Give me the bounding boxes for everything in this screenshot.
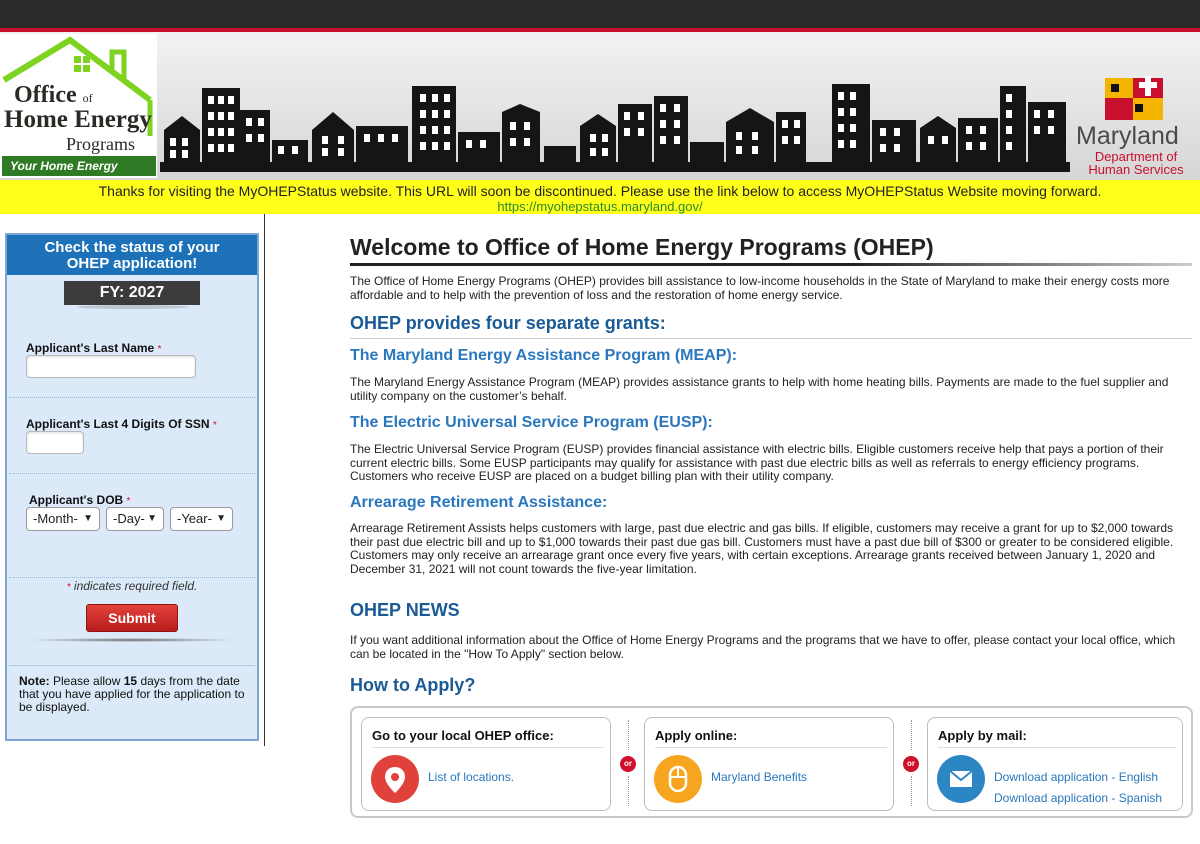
divider	[9, 665, 255, 666]
dotted-separator	[911, 776, 912, 806]
ohep-logo[interactable]	[0, 34, 157, 178]
fiscal-year-badge: FY: 2027	[64, 281, 200, 305]
maryland-flag-icon	[1099, 74, 1169, 120]
meap-heading: The Maryland Energy Assistance Program (MEAP):	[350, 347, 738, 364]
skyline-graphic	[160, 82, 1070, 172]
apply-online-title: Apply online:	[655, 728, 738, 743]
apply-heading: How to Apply?	[350, 675, 476, 695]
divider	[9, 473, 255, 474]
logo-line-1: Office of	[14, 82, 93, 108]
maryland-dhs-logo[interactable]	[1072, 70, 1200, 180]
card-rule	[938, 747, 1176, 748]
fy-shadow	[77, 305, 189, 309]
news-heading: OHEP NEWS	[350, 600, 460, 620]
mail-envelope-icon	[937, 755, 985, 803]
maryland-wordmark: Maryland	[1076, 122, 1179, 150]
meap-text: The Maryland Energy Assistance Program (MEAP) provides assistance grants to help with home heating bills. Payments are made to the fuel supplier and utility company on the customer’s behalf.	[350, 375, 1169, 403]
mouse-icon	[654, 755, 702, 803]
arrearage-text: Arrearage Retirement Assists helps customers with large, past due electric and gas bills. If eligible, customers may receive a grant for up to $2,000 towards their past due electric bill and up to $1,000 towards their past due gas bill. Customers must have a past due bill of $300 or greater to be considered eligible. Customers may only receive an arrearage grant once every five years, with certain exceptions. Arrearage grants received between January 1, 2020 and December 31, 2021 will not count towards the five-year limitation.	[350, 521, 1174, 576]
chevron-down-icon: ▼	[83, 513, 93, 524]
logo-line-3: Programs	[66, 134, 135, 154]
dob-day-select[interactable]: -Day- ▼	[106, 507, 164, 531]
submit-shadow	[27, 638, 237, 642]
title-rule	[350, 263, 1192, 266]
dotted-separator	[628, 776, 629, 806]
apply-mail-title: Apply by mail:	[938, 728, 1027, 743]
apply-mail-card	[927, 717, 1183, 811]
maryland-benefits-link[interactable]: Maryland Benefits	[711, 770, 808, 784]
download-spanish-link[interactable]: Download application - Spanish	[994, 791, 1163, 805]
chevron-down-icon: ▼	[216, 513, 226, 524]
form-heading: Check the status of your OHEP application!	[7, 235, 257, 275]
dotted-separator	[628, 720, 629, 750]
last-name-label: Applicant's Last Name *	[26, 341, 162, 355]
dob-year-select[interactable]: -Year- ▼	[170, 507, 233, 531]
divider	[9, 397, 255, 398]
logo-tagline: Your Home Energy	[2, 156, 156, 176]
divider	[9, 577, 255, 578]
processing-note: Note: Please allow 15 days from the date that you have applied for the application to be displayed.	[19, 674, 245, 714]
discontinue-notice	[0, 180, 1200, 214]
logo-line-2: Home Energy	[4, 106, 152, 133]
dotted-separator	[911, 720, 912, 750]
chevron-down-icon: ▼	[147, 513, 157, 524]
arrearage-heading: Arrearage Retirement Assistance:	[350, 494, 608, 511]
card-rule	[372, 747, 604, 748]
submit-button[interactable]: Submit	[86, 604, 178, 632]
eusp-heading: The Electric Universal Service Program (EUSP):	[350, 414, 713, 431]
last-name-input[interactable]	[26, 355, 196, 378]
grants-rule	[350, 338, 1192, 339]
intro-text: The Office of Home Energy Programs (OHEP) provides bill assistance to low-income households in the State of Maryland to make their energy costs more affordable and to help with the prevention of loss and the restoration of home energy service.	[350, 274, 1170, 302]
location-pin-icon	[371, 755, 419, 803]
site-banner	[0, 32, 1200, 180]
apply-local-card	[361, 717, 611, 811]
download-english-link[interactable]: Download application - English	[994, 770, 1159, 784]
top-bar	[0, 0, 1200, 28]
notice-message: Thanks for visiting the MyOHEPStatus website. This URL will soon be discontinued. Please use the link below to access MyOHEPStatus Website moving forward.	[98, 183, 1102, 199]
news-text: If you want additional information about the Office of Home Energy Programs and the programs that we have to offer, please contact your local office, which can be located in the "How To Apply" section below.	[350, 633, 1176, 661]
dob-month-select[interactable]: -Month- ▼	[26, 507, 100, 531]
local-office-title: Go to your local OHEP office:	[372, 728, 554, 743]
how-to-apply-panel	[350, 706, 1193, 818]
required-note: * indicates required field.	[66, 579, 198, 593]
apply-online-card	[644, 717, 894, 811]
department-name: Department of Human Services	[1088, 149, 1184, 177]
card-rule	[655, 747, 887, 748]
notice-link[interactable]: https://myohepstatus.maryland.gov/	[497, 199, 703, 214]
list-of-locations-link[interactable]: List of locations.	[428, 770, 515, 784]
ssn-input[interactable]	[26, 431, 84, 454]
eusp-text: The Electric Universal Service Program (EUSP) provides financial assistance with electric bills. Eligible customers receive help that pays a portion of their current electric bills. Some EUSP participants may qualify for assistance with past due electric bills as well as referrals to energy efficiency programs. Customers who receive EUSP are placed on a budget billing plan with their utility company.	[350, 442, 1164, 483]
status-check-form	[5, 233, 259, 741]
or-badge: or	[903, 756, 919, 772]
grants-heading: OHEP provides four separate grants:	[350, 313, 666, 333]
or-badge: or	[620, 756, 636, 772]
ssn-label: Applicant's Last 4 Digits Of SSN *	[26, 417, 217, 431]
page-title: Welcome to Office of Home Energy Programs (OHEP)	[350, 234, 934, 260]
dob-label: Applicant's DOB *	[29, 493, 131, 507]
